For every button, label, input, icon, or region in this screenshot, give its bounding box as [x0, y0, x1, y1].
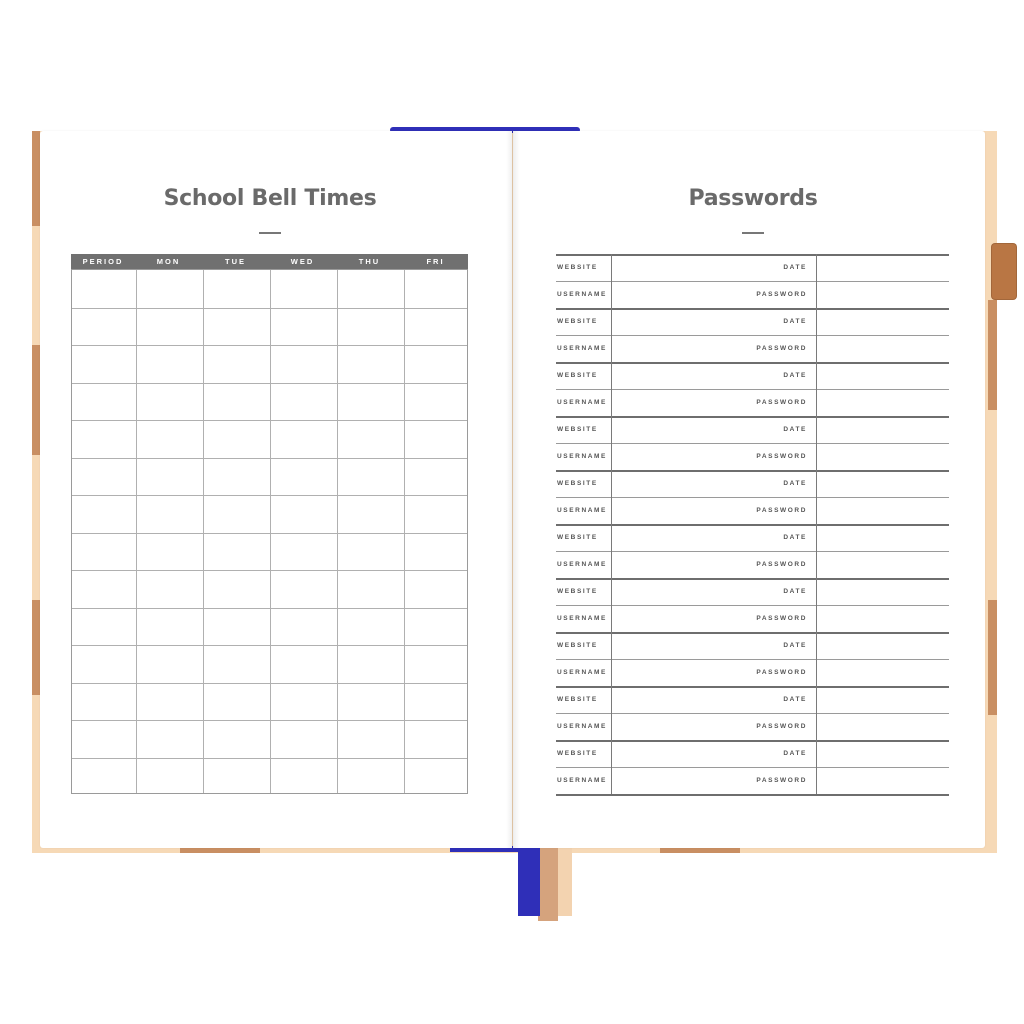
username-label: USERNAME: [557, 777, 607, 784]
password-entry-row: [556, 281, 949, 308]
password-label: PASSWORD: [756, 345, 807, 352]
password-entry-row: [556, 362, 949, 389]
column-divider: [611, 254, 612, 794]
password-entry-row: [556, 416, 949, 443]
grid-row-line: [72, 345, 467, 346]
grid-row-line: [72, 608, 467, 609]
username-label: USERNAME: [557, 345, 607, 352]
entry-divider: [556, 632, 949, 634]
field-divider: [556, 551, 949, 552]
entry-divider: [556, 794, 949, 796]
cover-stripe: [32, 600, 40, 695]
cover-stripe: [988, 600, 997, 715]
entry-divider: [556, 686, 949, 688]
column-header-wed: WED: [290, 257, 315, 266]
password-entry-row: [556, 497, 949, 524]
field-divider: [556, 605, 949, 606]
page-title: School Bell Times: [163, 186, 377, 211]
elastic-band: [991, 243, 1017, 300]
website-label: WEBSITE: [557, 588, 598, 595]
entry-divider: [556, 254, 949, 256]
field-divider: [556, 713, 949, 714]
field-divider: [556, 335, 949, 336]
date-label: DATE: [783, 480, 807, 487]
title-divider: [259, 232, 281, 234]
cover-stripe: [32, 131, 40, 226]
entry-divider: [556, 470, 949, 472]
password-entry-row: [556, 308, 949, 335]
column-header-mon: MON: [156, 257, 181, 266]
username-label: USERNAME: [557, 507, 607, 514]
bell-times-grid: [71, 269, 468, 794]
password-entry-row: [556, 335, 949, 362]
page-title: Passwords: [688, 186, 818, 211]
date-label: DATE: [783, 426, 807, 433]
cover-stripe: [988, 300, 997, 410]
grid-row-line: [72, 458, 467, 459]
password-entry-row: [556, 713, 949, 740]
grid-column-line: [270, 270, 271, 793]
cover-stripe: [660, 848, 740, 853]
password-entry-row: [556, 659, 949, 686]
cover-stripe: [180, 848, 260, 853]
username-label: USERNAME: [557, 561, 607, 568]
bookmark-ribbon-blue: [518, 846, 540, 916]
grid-column-line: [136, 270, 137, 793]
field-divider: [556, 767, 949, 768]
password-entry-row: [556, 632, 949, 659]
bookmark-ribbon-tan: [538, 846, 558, 921]
column-header-period: PERIOD: [82, 257, 124, 266]
date-label: DATE: [783, 750, 807, 757]
field-divider: [556, 443, 949, 444]
entry-divider: [556, 416, 949, 418]
grid-row-line: [72, 533, 467, 534]
password-entry-row: [556, 524, 949, 551]
website-label: WEBSITE: [557, 480, 598, 487]
title-divider: [742, 232, 764, 234]
entry-divider: [556, 578, 949, 580]
bell-times-header: [71, 254, 468, 269]
password-entry-row: [556, 605, 949, 632]
password-entry-row: [556, 470, 949, 497]
field-divider: [556, 389, 949, 390]
website-label: WEBSITE: [557, 372, 598, 379]
website-label: WEBSITE: [557, 642, 598, 649]
password-entry-row: [556, 686, 949, 713]
column-header-tue: TUE: [225, 257, 246, 266]
field-divider: [556, 281, 949, 282]
username-label: USERNAME: [557, 723, 607, 730]
date-label: DATE: [783, 264, 807, 271]
username-label: USERNAME: [557, 399, 607, 406]
cover-stripe: [32, 345, 40, 455]
password-label: PASSWORD: [756, 777, 807, 784]
column-header-fri: FRI: [426, 257, 445, 266]
username-label: USERNAME: [557, 291, 607, 298]
password-label: PASSWORD: [756, 399, 807, 406]
page-gutter: [506, 131, 520, 848]
date-label: DATE: [783, 642, 807, 649]
username-label: USERNAME: [557, 615, 607, 622]
password-label: PASSWORD: [756, 561, 807, 568]
password-label: PASSWORD: [756, 507, 807, 514]
entry-divider: [556, 524, 949, 526]
password-label: PASSWORD: [756, 723, 807, 730]
grid-row-line: [72, 495, 467, 496]
password-entry-row: [556, 551, 949, 578]
grid-column-line: [404, 270, 405, 793]
grid-row-line: [72, 720, 467, 721]
entry-divider: [556, 362, 949, 364]
website-label: WEBSITE: [557, 318, 598, 325]
password-entry-row: [556, 389, 949, 416]
grid-row-line: [72, 383, 467, 384]
password-label: PASSWORD: [756, 669, 807, 676]
website-label: WEBSITE: [557, 264, 598, 271]
entry-divider: [556, 740, 949, 742]
website-label: WEBSITE: [557, 534, 598, 541]
date-label: DATE: [783, 534, 807, 541]
password-entry-row: [556, 740, 949, 767]
column-divider: [816, 254, 817, 794]
website-label: WEBSITE: [557, 426, 598, 433]
date-label: DATE: [783, 318, 807, 325]
date-label: DATE: [783, 372, 807, 379]
password-entry-row: [556, 578, 949, 605]
password-label: PASSWORD: [756, 615, 807, 622]
grid-row-line: [72, 420, 467, 421]
grid-row-line: [72, 645, 467, 646]
entry-divider: [556, 308, 949, 310]
username-label: USERNAME: [557, 669, 607, 676]
password-entry-row: [556, 767, 949, 794]
website-label: WEBSITE: [557, 750, 598, 757]
date-label: DATE: [783, 696, 807, 703]
password-entry-row: [556, 254, 949, 281]
grid-column-line: [337, 270, 338, 793]
date-label: DATE: [783, 588, 807, 595]
username-label: USERNAME: [557, 453, 607, 460]
password-label: PASSWORD: [756, 453, 807, 460]
grid-row-line: [72, 758, 467, 759]
grid-row-line: [72, 570, 467, 571]
grid-row-line: [72, 308, 467, 309]
field-divider: [556, 659, 949, 660]
grid-column-line: [203, 270, 204, 793]
column-header-thu: THU: [358, 257, 381, 266]
password-label: PASSWORD: [756, 291, 807, 298]
website-label: WEBSITE: [557, 696, 598, 703]
grid-row-line: [72, 683, 467, 684]
password-entry-row: [556, 443, 949, 470]
field-divider: [556, 497, 949, 498]
